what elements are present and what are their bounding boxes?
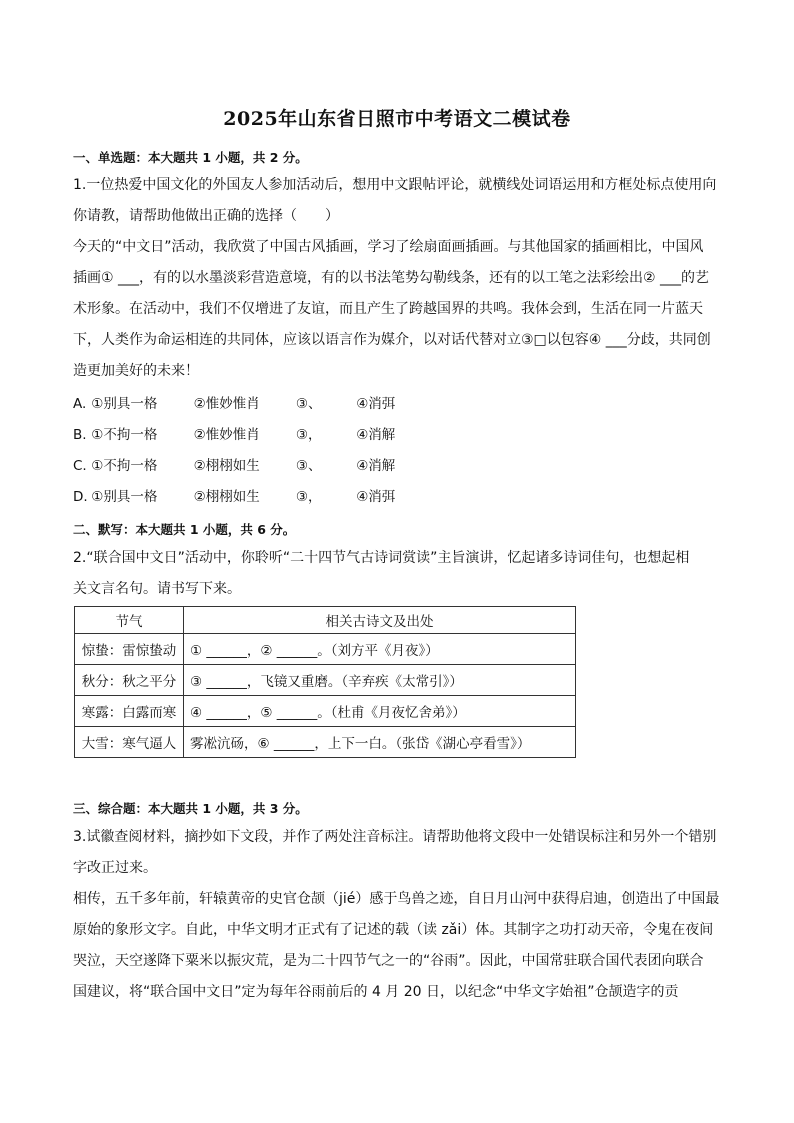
option-choice: ①不拘一格 (91, 427, 158, 443)
table-row (75, 727, 576, 758)
option-choice: ③、 (295, 396, 322, 412)
page-title: 2025年山东省日照市中考语文二模试卷 (223, 108, 571, 130)
question-3-line: 相传，五千多年前，轩辕黄帝的史官仓颉（jié）感于鸟兽之迹，自日月山河中获得启迪，创造出了中国最 (73, 891, 720, 907)
question-1-line: 术形象。在活动中，我们不仅增进了友谊，而且产生了跨越国界的共鸣。我体会到，生活在同一片蓝天 (73, 301, 703, 317)
question-3-line: 原始的象形文字。自此，中华文明才正式有了记述的载（读 zǎi）体。其制字之功打动天帝，令鬼在夜间 (73, 922, 714, 938)
table-row (75, 696, 576, 727)
question-3-text (73, 822, 721, 1008)
solar-term-cell: 惊蛰：雷惊蛰动 (75, 634, 184, 665)
option-choice: ③， (295, 489, 322, 505)
question-1-line: 下，人类作为命运相连的共同体，应该以语言作为媒介，以对话代替对立③□以包容④ ___分歧，共同创 (73, 332, 711, 348)
section-3-heading: 三、综合题：本大题共 1 小题，共 3 分。 (73, 801, 308, 816)
question-2-text (73, 543, 721, 605)
option-choice: ④消弭 (356, 396, 396, 412)
option-choice: ③、 (295, 458, 322, 474)
option-choice: ①不拘一格 (91, 458, 158, 474)
option-choice: ②惟妙惟肖 (193, 427, 260, 443)
option-letter: B. (73, 427, 87, 443)
option-letter: D. (73, 489, 88, 505)
option-choice: ②栩栩如生 (193, 458, 260, 474)
question-1-line: 1.一位热爱中国文化的外国友人参加活动后，想用中文跟帖评论，就横线处词语运用和方框处标点使用向 (73, 177, 717, 193)
option-letter: C. (73, 458, 87, 474)
option-choice: ②惟妙惟肖 (193, 396, 260, 412)
option-choice: ④消解 (356, 427, 396, 443)
section-2-heading: 二、默写：本大题共 1 小题，共 6 分。 (73, 522, 296, 537)
option-choice: ①别具一格 (91, 489, 158, 505)
question-2-line: 2.“联合国中文日”活动中，你聆听“二十四节气古诗词赏读”主旨演讲，忆起诸多诗词佳句，也想起相 (73, 550, 690, 566)
question-1-text (73, 170, 721, 387)
question-1-line: 插画① ___，有的以水墨淡彩营造意境，有的以书法笔势勾勒线条，还有的以工笔之法彩绘出② ___的艺 (73, 270, 709, 286)
option-choice: ④消弭 (356, 489, 396, 505)
option-a (73, 394, 395, 414)
section-1-heading: 一、单选题：本大题共 1 小题，共 2 分。 (73, 150, 308, 165)
option-c (73, 456, 395, 476)
question-2-line: 关文言名句。请书写下来。 (73, 581, 241, 597)
poem-cell: ④ ______，⑤ ______。（杜甫《月夜忆舍弟》） (184, 696, 576, 727)
question-3-line: 哭泣，天空遂降下粟米以振灾荒，是为二十四节气之一的“谷雨”。因此，中国常驻联合国代表团向联合 (73, 953, 704, 969)
solar-term-cell: 秋分：秋之平分 (75, 665, 184, 696)
question-3-line: 字改正过来。 (73, 860, 157, 876)
question-1-line: 你请教，请帮助他做出正确的选择（ ） (73, 208, 339, 224)
question-3-line: 3.试徽查阅材料，摘抄如下文段，并作了两处注音标注。请帮助他将文段中一处错误标注和另外一个错别 (73, 829, 717, 845)
option-choice: ③， (295, 427, 322, 443)
option-choice: ①别具一格 (91, 396, 158, 412)
table-row (75, 634, 576, 665)
poem-cell: ① ______，② ______。（刘方平《月夜》） (184, 634, 576, 665)
option-choice: ②栩栩如生 (193, 489, 260, 505)
solar-terms-table (74, 606, 576, 758)
option-letter: A. (73, 396, 87, 412)
poem-cell: 雾凇沆砀，⑥ ______，上下一白。（张岱《湖心亭看雪》） (184, 727, 576, 758)
solar-term-cell: 大雪：寒气逼人 (75, 727, 184, 758)
option-b (73, 425, 395, 445)
table-row (75, 665, 576, 696)
question-1-line: 今天的“中文日”活动，我欣赏了中国古风插画，学习了绘扇面画插画。与其他国家的插画相比，中国风 (73, 239, 704, 255)
poem-cell: ③ ______，飞镜又重磨。（辛弃疾《太常引》） (184, 665, 576, 696)
table-header-cell: 节气 (75, 607, 184, 634)
table-header-cell: 相关古诗文及出处 (184, 607, 576, 634)
question-3-line: 国建议，将“联合国中文日”定为每年谷雨前后的 4 月 20 日，以纪念“中华文字始祖”仓颉造字的贡 (73, 984, 679, 1000)
table-header-row (75, 607, 576, 634)
option-choice: ④消解 (356, 458, 396, 474)
option-d (73, 487, 395, 507)
solar-term-cell: 寒露：白露而寒 (75, 696, 184, 727)
question-1-line: 造更加美好的未来！ (73, 363, 199, 379)
